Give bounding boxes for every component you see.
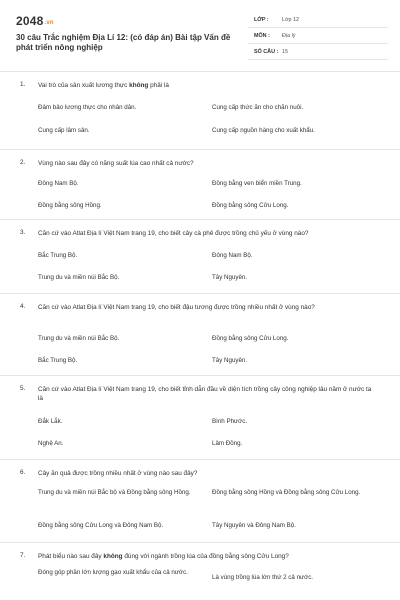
- question-text-part: Vai trò của sản xuất lương thực: [38, 82, 130, 89]
- answer-option[interactable]: Là vùng trồng lúa lớn thứ 2 cả nước.: [212, 574, 314, 581]
- question-item: [0, 294, 400, 376]
- answer-option[interactable]: Tây Nguyên và Đông Nam Bộ.: [212, 522, 296, 529]
- question-number: 1.: [20, 81, 26, 88]
- logo-main: 2048: [16, 14, 44, 28]
- meta-label: MÔN :: [254, 33, 270, 39]
- question-number: 2.: [20, 159, 26, 166]
- answer-option[interactable]: Đồng bằng sông Cửu Long và Đông Nam Bộ.: [38, 522, 164, 529]
- question-item: [0, 460, 400, 543]
- question-text-part: Phát biểu nào sau đây: [38, 553, 104, 560]
- question-text: Vùng nào sau đây có năng suất lúa cao nhất cả nước?: [38, 160, 194, 167]
- answer-option[interactable]: Trung du và miền núi Bắc Bộ.: [38, 335, 120, 342]
- answer-option[interactable]: Đồng bằng sông Hồng và Đồng bằng sông Cửu Long.: [212, 489, 361, 496]
- logo-suffix: .vn: [44, 20, 54, 26]
- meta-row-subject: [248, 28, 388, 44]
- answer-option[interactable]: Đắk Lắk.: [38, 418, 63, 425]
- document-title: 30 câu Trắc nghiệm Địa Lí 12: (có đáp án) Bài tập Vấn đề phát triển nông nghiệp: [16, 33, 231, 52]
- answer-option[interactable]: Cung cấp thức ăn cho chăn nuôi.: [212, 104, 304, 111]
- answer-option[interactable]: Đông Nam Bộ.: [38, 180, 79, 187]
- answer-option[interactable]: Đảm bảo lương thực cho nhân dân.: [38, 104, 137, 111]
- document-meta: [248, 12, 388, 60]
- question-number: 6.: [20, 469, 26, 476]
- question-number: 3.: [20, 229, 26, 236]
- question-item: [0, 72, 400, 150]
- meta-row-count: [248, 44, 388, 60]
- answer-option[interactable]: Nghệ An.: [38, 440, 64, 447]
- question-text: Cây ăn quả được trồng nhiều nhất ở vùng nào sau đây?: [38, 470, 198, 477]
- meta-value: Địa lý: [282, 33, 296, 39]
- answer-option[interactable]: Bắc Trung Bộ.: [38, 252, 78, 259]
- answer-option[interactable]: Bắc Trung Bộ.: [38, 357, 78, 364]
- answer-option[interactable]: Trung du và miền núi Bắc bộ và Đồng bằng sông Hồng.: [38, 489, 191, 496]
- question-item: [0, 220, 400, 294]
- question-item: [0, 376, 400, 460]
- answer-option[interactable]: Cung cấp lâm sản.: [38, 127, 90, 134]
- answer-option[interactable]: Đồng bằng sông Hồng.: [38, 202, 102, 209]
- question-number: 4.: [20, 303, 26, 310]
- answer-option[interactable]: Đông Nam Bộ.: [212, 252, 253, 259]
- question-list: [0, 72, 400, 598]
- meta-row-class: [248, 12, 388, 28]
- question-text-part: phải là: [148, 82, 169, 89]
- question-text-emphasis: không: [129, 82, 149, 89]
- meta-label: SỐ CÂU :: [254, 49, 279, 55]
- question-number: 7.: [20, 552, 26, 559]
- answer-option[interactable]: Tây Nguyên.: [212, 274, 248, 281]
- question-text: Căn cứ vào Atlat Địa lí Việt Nam trang 19, cho biết tỉnh dẫn đầu về diện tích trồng cây công nghiệp lâu năm ở nước ta là: [38, 386, 372, 402]
- answer-option[interactable]: Đồng bằng sông Cửu Long.: [212, 202, 289, 209]
- answer-option[interactable]: Trung du và miền núi Bắc Bộ.: [38, 274, 120, 281]
- answer-option[interactable]: Cung cấp nguồn hàng cho xuất khẩu.: [212, 127, 315, 134]
- meta-label: LỚP :: [254, 17, 269, 23]
- answer-option[interactable]: Tây Nguyên.: [212, 357, 248, 364]
- question-item: [0, 150, 400, 220]
- meta-value: 15: [282, 49, 288, 55]
- question-item: [0, 543, 400, 598]
- answer-option[interactable]: Bình Phước.: [212, 418, 248, 425]
- question-text: [38, 552, 378, 561]
- answer-option[interactable]: Lâm Đồng.: [212, 440, 243, 447]
- question-text: [38, 81, 378, 90]
- meta-value: Lớp 12: [282, 17, 300, 23]
- site-logo[interactable]: [16, 14, 54, 28]
- question-text-emphasis: không: [103, 553, 123, 560]
- question-number: 5.: [20, 385, 26, 392]
- answer-option[interactable]: Đồng bằng sông Cửu Long.: [212, 335, 289, 342]
- document-header: [0, 0, 400, 72]
- question-text-part: đúng với ngành trồng lúa của đồng bằng sông Cửu Long?: [122, 553, 289, 560]
- question-text: Căn cứ vào Atlat Địa lí Việt Nam trang 19, cho biết cây cà phê được trồng chủ yếu ở vùng nào?: [38, 230, 309, 237]
- answer-option[interactable]: Đóng góp phần lớn lượng gạo xuất khẩu của cả nước.: [38, 569, 188, 576]
- question-text: Căn cứ vào Atlat Địa lí Việt Nam trang 19, cho biết đậu tương được trồng nhiều nhất ở vùng nào?: [38, 304, 315, 311]
- answer-option[interactable]: Đồng bằng ven biển miền Trung.: [212, 180, 302, 187]
